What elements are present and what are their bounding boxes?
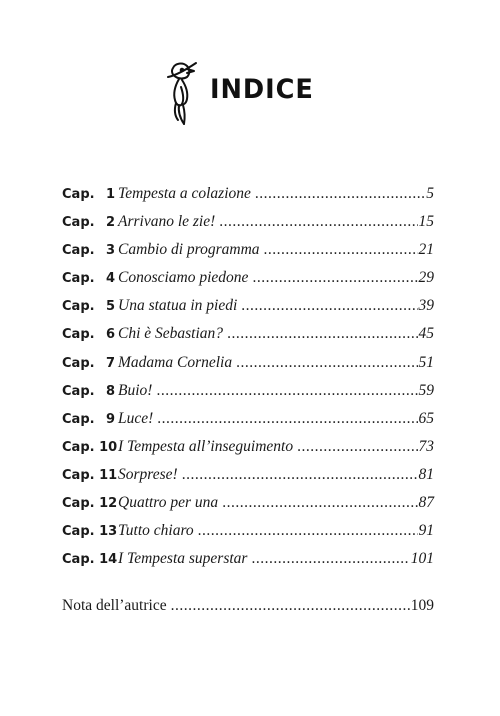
chapter-title: Sorprese!: [118, 465, 178, 483]
chapter-title: Arrivano le zie!: [118, 213, 216, 231]
index-header: [0, 60, 500, 130]
toc-entry: [62, 433, 434, 461]
chapter-page: 39: [418, 297, 434, 315]
chapter-title: Una statua in piedi: [118, 297, 238, 315]
chapter-number: Cap. 1: [62, 187, 116, 202]
dot-leader: [252, 264, 417, 292]
toc-entry: [62, 264, 434, 292]
dot-leader: [156, 377, 417, 405]
chapter-number: Cap. 10: [62, 439, 118, 455]
dot-leader: [264, 236, 418, 264]
chapter-number: Cap. 2: [62, 215, 116, 231]
chapter-page: 87: [418, 494, 434, 512]
table-of-contents: [62, 180, 434, 573]
chapter-number: Cap. 9: [62, 411, 116, 427]
dot-leader: [157, 405, 417, 433]
toc-entry: [62, 180, 434, 208]
dot-leader: [182, 461, 418, 489]
toc-entry: [62, 405, 434, 433]
toc-entry: [62, 208, 434, 236]
page-title: INDICE: [210, 74, 314, 105]
bird-icon: [163, 60, 203, 128]
dot-leader: [171, 592, 410, 620]
chapter-number: Cap. 3: [62, 243, 116, 259]
toc-entry: [62, 377, 434, 405]
chapter-number: Cap. 7: [62, 355, 116, 371]
chapter-page: 101: [410, 550, 434, 568]
chapter-page: 59: [418, 381, 434, 399]
chapter-number: Cap. 5: [62, 299, 116, 315]
toc-entry: [62, 320, 434, 348]
chapter-number: Cap. 13: [62, 524, 118, 540]
chapter-number: Cap. 4: [62, 271, 116, 287]
chapter-page: 15: [418, 213, 434, 231]
chapter-page: 21: [418, 241, 434, 259]
dot-leader: [222, 489, 417, 517]
chapter-number: Cap. 6: [62, 327, 116, 343]
author-note-entry: [62, 592, 434, 620]
dot-leader: [255, 180, 425, 208]
chapter-page: 5: [426, 185, 434, 202]
chapter-title: Buio!: [118, 381, 153, 399]
chapter-title: I Tempesta all’inseguimento: [118, 437, 294, 455]
toc-entry: [62, 236, 434, 264]
chapter-title: Quattro per una: [118, 494, 219, 512]
chapter-number: Cap. 14: [62, 552, 118, 568]
toc-entry: [62, 489, 434, 517]
chapter-number: Cap. 12: [62, 496, 118, 512]
dot-leader: [251, 545, 409, 573]
toc-entry: [62, 517, 434, 545]
chapter-title: Chi è Sebastian?: [118, 325, 224, 343]
dot-leader: [198, 517, 418, 545]
dot-leader: [297, 433, 417, 461]
chapter-page: 51: [418, 353, 434, 371]
chapter-number: Cap. 8: [62, 383, 116, 399]
dot-leader: [227, 320, 417, 348]
chapter-page: 91: [418, 522, 434, 540]
chapter-number: Cap. 11: [62, 467, 118, 483]
chapter-page: 81: [418, 465, 434, 483]
toc-entry: [62, 349, 434, 377]
chapter-title: I Tempesta superstar: [118, 550, 248, 568]
toc-entry: [62, 461, 434, 489]
chapter-title: Madama Cornelia: [118, 353, 233, 371]
chapter-page: 65: [418, 409, 434, 427]
chapter-page: 45: [418, 325, 434, 343]
chapter-title: Conosciamo piedone: [118, 269, 249, 287]
chapter-title: Cambio di programma: [118, 241, 260, 259]
toc-entry: [62, 545, 434, 573]
chapter-page: 73: [418, 437, 434, 455]
author-note-page: 109: [410, 597, 434, 614]
dot-leader: [219, 208, 417, 236]
author-note-label: Nota dell’autrice: [62, 597, 167, 614]
toc-entry: [62, 292, 434, 320]
chapter-title: Tempesta a colazione: [118, 185, 251, 202]
chapter-title: Luce!: [118, 409, 154, 427]
chapter-title: Tutto chiaro: [118, 522, 194, 540]
dot-leader: [241, 292, 417, 320]
chapter-page: 29: [418, 269, 434, 287]
dot-leader: [236, 349, 417, 377]
